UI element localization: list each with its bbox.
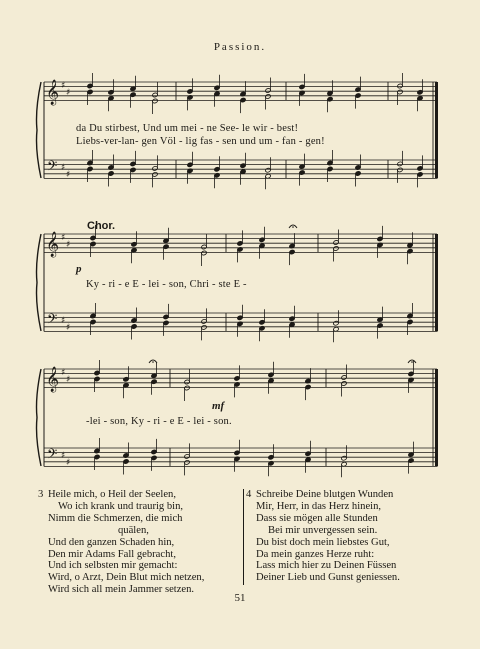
system3-bass-sharp: ♯ xyxy=(66,458,71,468)
verse-line: Mir, Herr, in das Herz hinein, xyxy=(256,500,382,512)
system1-lyrics-verse1: da Du stirbest, Und um mei - ne See- le wir - best! xyxy=(76,123,299,134)
system2-bass-sharp: ♯ xyxy=(66,323,71,333)
system3-bass-clef: 𝄢 xyxy=(47,446,58,465)
system3-treble-sharp: ♯ xyxy=(66,375,71,385)
system1-brace xyxy=(37,82,42,178)
system1-lyrics-verse2: Liebs-ver-lan- gen Völ - lig fas - sen und um - fan - gen! xyxy=(76,136,325,147)
system2-treble-sharp: ♯ xyxy=(66,240,71,250)
fermata-dot xyxy=(292,226,294,228)
verse-line: Wird sich all mein Jammer setzen. xyxy=(48,584,195,596)
verse-line: Schreibe Deine blutgen Wunden xyxy=(256,489,394,500)
verse-line: Deiner Lieb und Gunst geniessen. xyxy=(256,572,400,584)
verse-number: 4 xyxy=(246,489,252,500)
system2-bass-sharp: ♯ xyxy=(61,316,66,326)
system1-bass-sharp: ♯ xyxy=(61,163,66,173)
system3-treble-sharp: ♯ xyxy=(61,368,66,378)
verse-divider xyxy=(243,489,244,585)
system3-bass-sharp: ♯ xyxy=(61,451,66,461)
verse-line: Den mir Adams Fall gebracht, xyxy=(48,548,176,560)
verse-line: Und ich selbsten mir gemacht: xyxy=(48,560,178,572)
verse-line: Und den ganzen Schaden hin, xyxy=(48,536,175,548)
verse-line: Heile mich, o Heil der Seelen, xyxy=(48,489,176,500)
chorus-label: Chor. xyxy=(87,220,116,232)
page-number: 51 xyxy=(234,592,246,604)
system1-treble-sharp: ♯ xyxy=(61,81,66,91)
verse-line: Nimm die Schmerzen, die mich xyxy=(48,512,183,524)
dynamic-piano: p xyxy=(76,263,82,275)
system1-final-bar-thick xyxy=(435,82,438,178)
verse-line: Wird, o Arzt, Dein Blut mich netzen, xyxy=(48,572,205,584)
verse-number: 3 xyxy=(38,489,44,500)
verse-4 xyxy=(246,489,446,584)
verse-line: Du bist doch mein liebstes Gut, xyxy=(256,536,390,548)
system1-treble-sharp: ♯ xyxy=(66,88,71,98)
dynamic-mezzoforte: mf xyxy=(212,400,225,412)
system1-treble-clef: 𝄞 xyxy=(46,80,60,105)
verse-line: Bei mir unvergessen sein. xyxy=(268,524,378,536)
system1-bass-clef: 𝄢 xyxy=(47,158,58,177)
verse-line: quälen, xyxy=(118,524,149,536)
system2-final-bar-thick xyxy=(435,234,438,331)
system1-bass-sharp: ♯ xyxy=(66,170,71,180)
system3-lyrics: -lei - son, Ky - ri - e E - lei - son. xyxy=(86,416,232,427)
running-header: Passion. xyxy=(213,41,267,53)
system2-treble-sharp: ♯ xyxy=(61,233,66,243)
system2-bass-clef: 𝄢 xyxy=(47,311,58,330)
fermata-dot xyxy=(411,361,413,363)
verse-line: Da mein ganzes Herze ruht: xyxy=(256,548,375,560)
system3-double-bar-thick xyxy=(435,369,438,466)
system3-brace xyxy=(37,369,42,466)
fermata-dot xyxy=(152,361,154,363)
system2-treble-clef: 𝄞 xyxy=(46,232,60,257)
system2-brace xyxy=(37,234,42,331)
verse-line: Dass sie mögen alle Stunden xyxy=(256,512,378,524)
verse-line: Lass mich hier zu Deinen Füssen xyxy=(256,560,397,572)
verse-line: Wo ich krank und traurig bin, xyxy=(58,500,184,512)
system3-treble-clef: 𝄞 xyxy=(46,367,60,392)
system2-lyrics: Ky - ri - e E - lei - son, Chri - ste E - xyxy=(86,279,247,290)
verse-3 xyxy=(38,489,240,596)
